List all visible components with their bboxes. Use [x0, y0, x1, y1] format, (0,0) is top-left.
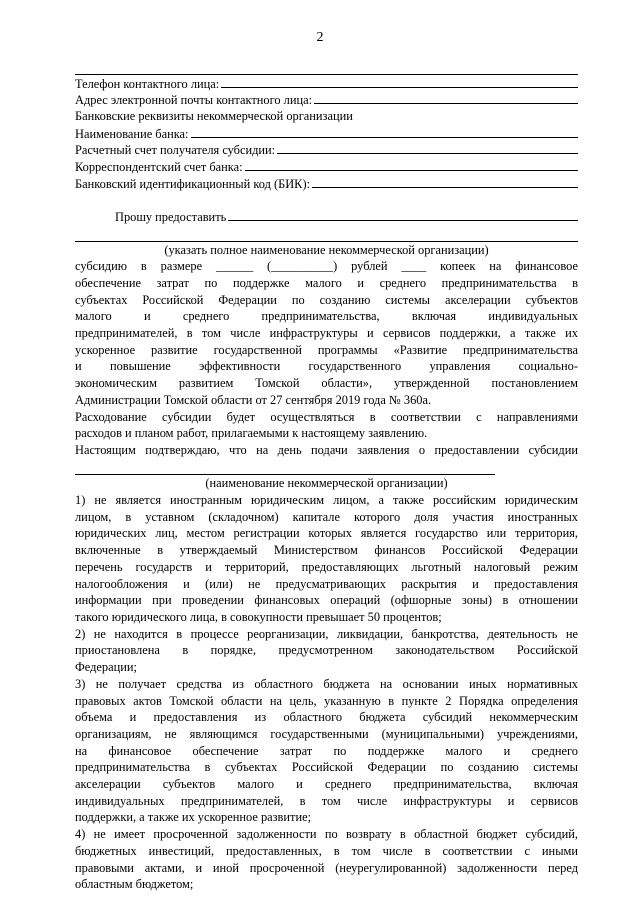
request-line: Администрации Томской области от 27 сентября 2019 года № 360а. [75, 392, 432, 407]
item-4 [75, 826, 578, 893]
bank-details-label: Банковские реквизиты некоммерческой организации [75, 109, 353, 124]
corr-account-field[interactable] [245, 158, 578, 171]
confirm-line: Настоящим подтверждаю, что на день подачи заявления о предоставлении субсидии [75, 442, 578, 457]
email-field[interactable] [314, 91, 578, 104]
item-line: лицом, в уставном (складочном) капитале которого доля участия иностранных [75, 509, 578, 524]
request-line: субсидию в размере ______ (__________) рублей ____ копеек на финансовое [75, 259, 578, 274]
bank-details-row [75, 108, 578, 125]
item-line: 2) не находится в процессе реорганизации, ликвидации, банкротства, деятельность не [75, 626, 578, 641]
item-line: 1) не является иностранным юридическим лицом, а также российским юридическим [75, 493, 578, 508]
request-line: субъектах Российской Федерации по созданию системы акселерации субъектов [75, 292, 578, 307]
bank-name-label: Наименование банка: [75, 126, 189, 141]
request-line: экономическим развитием Томской области», утвержденной постановлением [75, 376, 578, 391]
item-line: 4) не имеет просроченной задолженности по возврату в областной бюджет субсидий, [75, 827, 578, 842]
organization-name-line-2[interactable] [75, 225, 578, 242]
application-form [75, 58, 578, 893]
request-line: и повышение эффективности государственного управления социально- [75, 359, 578, 374]
spending-paragraph [75, 409, 578, 442]
phone-field[interactable] [221, 75, 578, 88]
item-1 [75, 492, 578, 626]
item-line: на финансовое обеспечение затрат по поддержке малого и среднего [75, 743, 578, 758]
request-line: обеспечение затрат по поддержке малого и среднего предпринимательства в [75, 275, 578, 290]
spending-line: расходов и планом работ, прилагаемыми к настоящему заявлению. [75, 426, 428, 441]
item-line: включенные в утверждаемый Министерством финансов Российской Федерации [75, 543, 578, 558]
confirm-caption: (наименование некоммерческой организации) [205, 476, 448, 491]
item-line: акселерации субъектов малого и среднего предпринимательства, включая [75, 777, 578, 792]
bank-name-field[interactable] [191, 125, 579, 138]
item-line: областным бюджетом; [75, 877, 194, 892]
request-line: ускоренное развитие государственной программы «Развитие предпринимательства [75, 342, 578, 357]
confirm-paragraph [75, 442, 578, 492]
item-line: правовыми актами, и иной просроченной (неурегулированной) задолженности перед [75, 860, 578, 875]
top-blank-line[interactable] [75, 58, 578, 75]
bik-row [75, 175, 578, 192]
item-line: предпринимательства в субъектах Российской Федерации по созданию системы [75, 760, 578, 775]
request-line: малого и среднего предпринимательства, включая индивидуальных [75, 309, 578, 324]
email-row [75, 91, 578, 108]
account-row [75, 141, 578, 158]
page-number: 2 [316, 30, 324, 45]
confirm-organization-field[interactable] [75, 459, 495, 476]
item-line: перечень государств и территорий, предоставляющих льготный налоговый режим [75, 559, 578, 574]
item-line: объема и предоставления из областного бюджета субсидий некоммерческим [75, 710, 578, 725]
account-field[interactable] [277, 141, 578, 154]
bank-name-row [75, 125, 578, 142]
item-line: такого юридического лица, в совокупности превышает 50 процентов; [75, 609, 442, 624]
item-line: налогообложения и (или) не предусматривающих раскрытия и предоставления [75, 576, 578, 591]
item-line: поддержки, а также их ускоренное развитие; [75, 810, 312, 825]
spending-line: Расходование субсидии будет осуществляться в соответствии с направлениями [75, 409, 578, 424]
item-line: приостановлена в порядке, предусмотренном законодательством Российской [75, 643, 578, 658]
phone-label: Телефон контактного лица: [75, 76, 220, 91]
organization-name-field[interactable] [228, 208, 578, 221]
item-line: информации при проведении финансовых операций (офшорные зоны) в отношении [75, 593, 578, 608]
phone-row [75, 75, 578, 92]
corr-account-row [75, 158, 578, 175]
item-line: юридических лиц, местом регистрации которых является государство или территория, [75, 526, 578, 541]
item-line: Федерации; [75, 660, 137, 675]
item-line: бюджетных инвестиций, предоставленных, в том числе в соответствии с иными [75, 843, 578, 858]
bik-field[interactable] [312, 175, 578, 188]
organization-name-caption: (указать полное наименование некоммерческой организации) [164, 242, 489, 257]
request-lead: Прошу предоставить [115, 210, 227, 225]
bik-label: Банковский идентификационный код (БИК): [75, 176, 311, 191]
item-2 [75, 626, 578, 676]
email-label: Адрес электронной почты контактного лица: [75, 93, 313, 108]
item-line: индивидуальных предпринимателей, в том числе инфраструктуры и сервисов [75, 793, 578, 808]
request-row [75, 208, 578, 225]
corr-account-label: Корреспондентский счет банка: [75, 160, 243, 175]
request-line: предпринимателей, в том числе инфраструктуры и сервисов поддержки, а также их [75, 326, 578, 341]
item-line: правовых актов Томской области на цель, указанную в пункте 2 Порядка определения [75, 693, 578, 708]
spacer [75, 192, 578, 209]
item-3 [75, 676, 578, 826]
request-paragraph [75, 258, 578, 408]
item-line: 3) не получает средства из областного бюджета на основании иных нормативных [75, 676, 578, 691]
item-line: организациям, не являющимся государственными (муниципальными) учреждениями, [75, 726, 578, 741]
account-label: Расчетный счет получателя субсидии: [75, 143, 276, 158]
